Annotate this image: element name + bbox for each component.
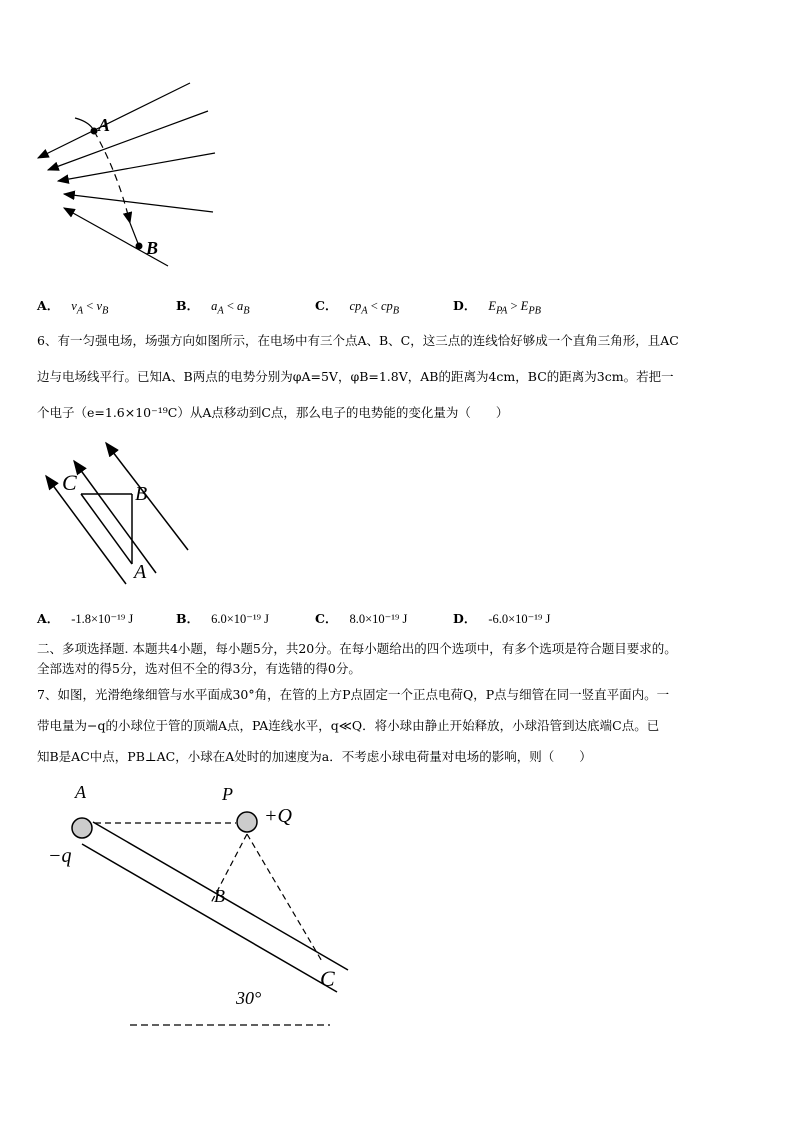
trajectory-tail [130, 223, 139, 246]
label-a: A [98, 115, 111, 135]
field-line [38, 83, 190, 158]
figure-inclined-tube [40, 780, 370, 1040]
field-line [46, 476, 126, 584]
label-p: P [222, 784, 233, 804]
point-a [91, 128, 98, 135]
field-line [64, 194, 213, 212]
ball-at-a [72, 818, 92, 838]
label-c: C [320, 966, 335, 991]
label-plus-q: +Q [264, 805, 292, 827]
label-b: B [135, 483, 148, 505]
label-minus-q: −q [48, 845, 72, 867]
tube-lower-edge [82, 844, 337, 992]
field-line [74, 461, 156, 573]
label-b: B [214, 886, 225, 906]
q5-option-c: C． $cp_A < cp_B$ [315, 298, 400, 317]
label-c: C [62, 470, 77, 495]
figure-triangle-uniform-field [38, 438, 198, 588]
figure-field-lines-trajectory [30, 78, 230, 278]
q6-option-d: D． -6.0×10⁻¹⁹ J [453, 611, 551, 626]
q5-option-d: D． $E_{PA} > E_{PB}$ [453, 298, 542, 317]
label-a: A [134, 561, 147, 583]
label-b: B [146, 238, 159, 258]
q6-option-c: C． 8.0×10⁻¹⁹ J [315, 611, 408, 626]
label-angle: 30° [236, 988, 262, 1008]
charge-at-p [237, 812, 257, 832]
q7-line-1: 7、如图，光滑绝缘细管与水平面成30°角，在管的上方P点固定一个正点电荷Q，P点与细管在同一竖直平面内。一 [37, 687, 670, 702]
q5-option-a: A． $v_A < v_B$ [37, 298, 109, 317]
trajectory-dashed [94, 131, 130, 223]
q6-line-1: 6、有一匀强电场，场强方向如图所示，在电场中有三个点A、B、C，这三点的连线恰好够成一个直角三角形，且AC [37, 333, 679, 348]
point-b [136, 243, 143, 250]
q6-line-2: 边与电场线平行。已知A、B两点的电势分别为φA=5V，φB=1.8V，AB的距离为4cm，BC的距离为3cm。若把一 [37, 369, 674, 384]
section-2-line-2: 全部选对的得5分，选对但不全的得3分，有选错的得0分。 [37, 661, 361, 676]
section-2-line-1: 二、多项选择题. 本题共4小题，每小题5分，共20分。在每小题给出的四个选项中，有多个选项是符合题目要求的。 [37, 641, 677, 656]
q7-line-3: 知B是AC中点，PB⊥AC，小球在A处时的加速度为a．不考虑小球电荷量对电场的影响，则（ ） [37, 749, 592, 764]
q7-line-2: 带电量为−q的小球位于管的顶端A点，PA连线水平，q≪Q．将小球由静止开始释放，小球沿管到达底端C点。已 [37, 718, 660, 733]
dashed-line-pc [247, 834, 323, 963]
q6-option-b: B． 6.0×10⁻¹⁹ J [176, 611, 269, 626]
field-line [48, 111, 208, 170]
q5-option-b: B． $a_A < a_B$ [176, 298, 250, 317]
q6-option-a: A． -1.8×10⁻¹⁹ J [37, 611, 134, 626]
label-a: A [75, 782, 86, 802]
q6-line-3: 个电子（e=1.6×10⁻¹⁹C）从A点移动到C点，那么电子的电势能的变化量为（ ） [37, 405, 509, 420]
